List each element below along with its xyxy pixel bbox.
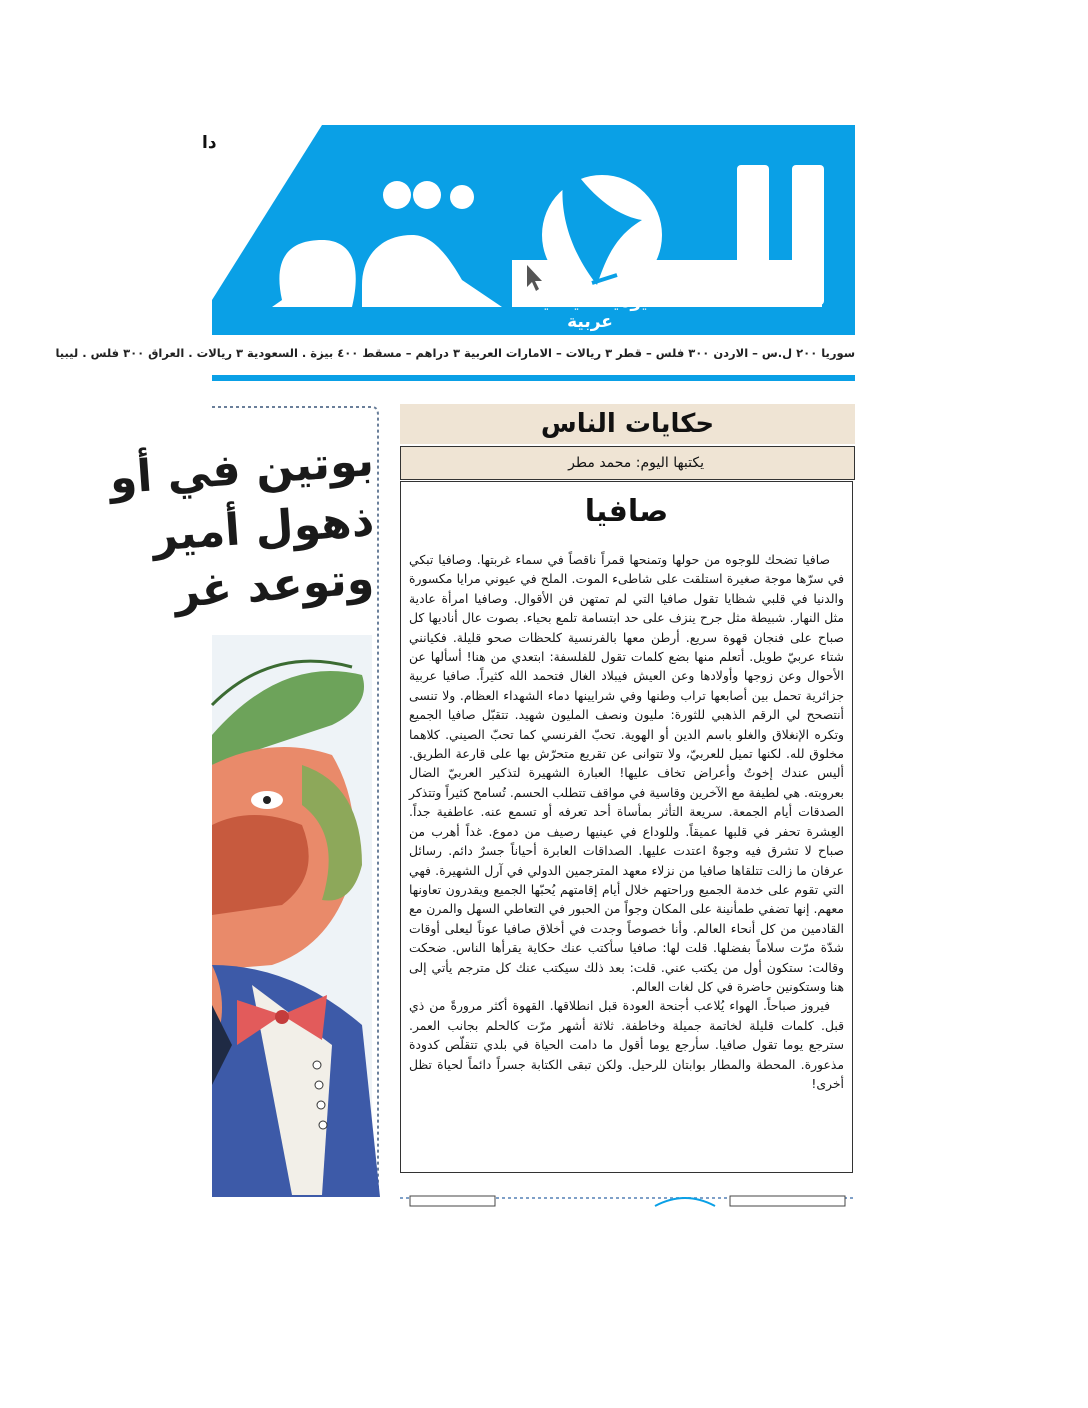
corner-text: دا — [202, 133, 217, 153]
article-paragraph: فيروز صباحاً. الهواء يُلاعب أجنحة العودة قبل انطلاقها. القهوة أكثر مرورةً من ذي قبل. كلمات قليلة لخاتمة جميلة وخاطفة. ثلاثة أشهر مرّت كالحلم بجانب العمر. سترجع يوما تقول صافيا. سأرجع يوما أقول ما دامت الحياة في بلدي تتقلّص كدودة مذعورة. المحطة والمطار بوابتان للرحيل. ولكن تبقى الكتابة جسراً دائماً لحياة تظل أخرى! — [409, 998, 844, 1091]
masthead-tagline: يومية سياسية عربية — [532, 292, 648, 332]
article-paragraph: صافيا تضحك للوجوه من حولها وتمنحها قمراً ناقصاً في سماء غربتها. وصافيا تبكي في سرّها موجة صغيرة استلقت على شاطىء الموت. الملح في عيوني مرايا مكسورة والدنيا في قلبي شظايا تقول صافيا التي لم تمتهن فن الأقوال. وصافيا امرأة عادية مثل النهار. شبيطة مثل جرح ينزف على حد ابتسامة تلمع بحياء. بصوت عال أناديها كل صباح على فنجان قهوة سريع. أرطن معها بالفرنسية كلحظات صحو قليلة. فكيانني شتاء عربيّ طويل. أتعلم منها بضع كلمات تقول للفلسفة: ابتعدي من هنا! أسألها عن الأحوال وعن زوجها وأولادها وعن العيش فيبلاد الغال فتحمد الله كثيراً. صافيا عربية جزائرية تحمل بين أصابعها تراب وطنها وفي شرايينها دماء الشهداء العظام. ولا تنسى أنتصحح لي الرقم الذهبي للثورة: مليون ونصف المليون شهيد. تتقبّل صافيا الجميع وتكره الإنغلاق والغلو باسم الدين أو الهوية. تحبّ الفرنسي كما تحبّ الصيني. كلاهما مخلوق لله. لكنها تميل للعربيّ، ولا تتوانى عن تقريع متحرّش بها على قارعة الطريق. أليس عندك إخوتٌ وأعراض تخاف عليها! العبارة الشهيرة لتذكير العربيّ الضال بعروبته. هي لطيفة مع الآخرين وقاسية في مواقف تتطلب الحسم. تُسامح كثيراً وتتذكر الصدقات أيام الجمعة. سريعة التأثر بمأساة أحد تعرفه أو تسمع عنه. عاطفية جداً. العِشرة تحفر في قلبها عميقاً. وللوداع في عينيها رصيف من دموع. غداً أهرب من صباح لا تشرق فيه وجوهٌ اعتدت عليها. الصداقات العابرة أحياناً جسرٌ دائم. رسائل عرفان ما زالت تتلقاها صافيا من نزلاء معهد المترجمين الدولي في آرل الشهيرة. فهي التي تقوم على خدمة الجميع وراحتهم خلال أيام إقامتهم يُحبّها الجميع ويقدرون تعاونها معهم. إنها تضفي طمأنينة على المكان وجواً من الحبور في التعاطي السهل والمرن مع القادمين من كل أنحاء العالم. وأنا خصوصاً وجدت في أخلاق صافيا عوناً ليعلى أوقات شدّة مرّت سلاماً بفضلها. قلت لها: صافيا سأكتب عنك حكاية يقرأها الناس. ضحكت وقالت: ستكون أول من يكتب عني. قلت: بعد ذلك سيكتب عنك كل مترجم يأتي إلى هنا وستكونين حاضرة في كل لغات العالم. — [409, 552, 844, 994]
article-body — [409, 550, 844, 1093]
header-rule — [212, 375, 855, 381]
byline-text: يكتبها اليوم: محمد مطر — [568, 455, 704, 471]
column-name: حكايات الناس — [400, 404, 855, 444]
byline — [400, 446, 855, 480]
cartoon-headline-line: بوتين في أو — [108, 435, 376, 505]
article-box — [400, 481, 853, 1173]
cartoon-headline-line: ذهول أمير — [150, 495, 376, 562]
cartoon-headline-line: وتوعد غر — [173, 553, 376, 618]
dotted-border-icon — [400, 1194, 855, 1206]
bottom-strip — [400, 1191, 855, 1203]
article-title: صافيا — [584, 494, 669, 529]
cartoon-headline — [108, 415, 380, 618]
price-line: سوريا ٢٠٠ ل.س – الاردن ٣٠٠ فلس – قطر ٣ ريالات – الامارات العربية ٣ دراهم – مسقط ٤٠٠ بيزة . السعودية ٣ ريالات . العراق ٣٠٠ فلس . ليبيا — [55, 346, 855, 360]
